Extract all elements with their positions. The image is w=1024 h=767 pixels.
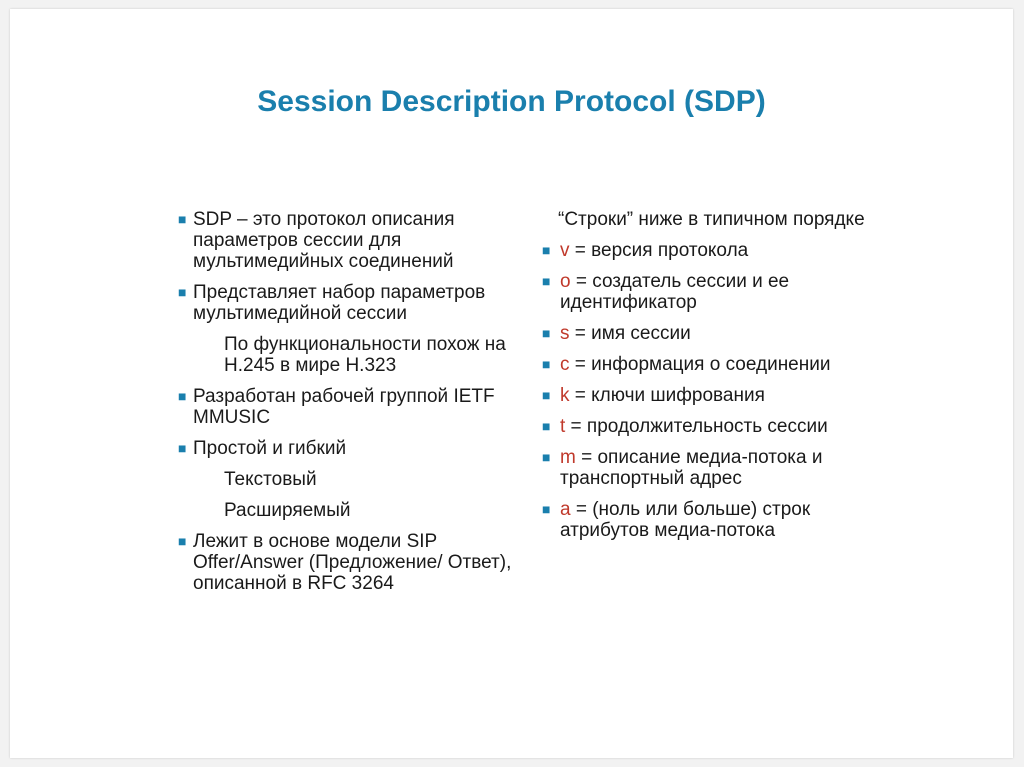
square-bullet-icon: ■ xyxy=(542,242,551,258)
list-item xyxy=(173,282,518,324)
square-bullet-icon: ■ xyxy=(542,387,551,403)
square-bullet-icon: ■ xyxy=(542,501,551,517)
sdp-line-letter: m xyxy=(560,447,576,468)
sdp-line-letter: o xyxy=(560,271,571,292)
sdp-line-text: = ключи шифрования xyxy=(569,385,765,406)
sdp-line-item xyxy=(528,499,883,541)
square-bullet-icon: ■ xyxy=(542,356,551,372)
sdp-line-text: = продолжительность сессии xyxy=(565,416,828,437)
sdp-line-item xyxy=(528,385,883,406)
sdp-line-letter: a xyxy=(560,499,571,520)
list-item-text: SDP – это протокол описания параметров сессии для мультимедийных соединений xyxy=(193,209,455,272)
right-column-lead: “Строки” ниже в типичном порядке xyxy=(558,209,865,230)
square-bullet-icon: ■ xyxy=(178,284,187,300)
sdp-line-letter: c xyxy=(560,354,570,375)
sdp-line-item xyxy=(528,354,883,375)
sdp-line-letter: v xyxy=(560,240,570,261)
sdp-line-item xyxy=(528,447,883,489)
sdp-line-text: = описание медиа-потока и транспортный адрес xyxy=(560,447,823,489)
sub-item-text: По функциональности похож на H.245 в мире H.323 xyxy=(224,334,506,376)
list-item-text: Простой и гибкий xyxy=(193,438,347,459)
right-column xyxy=(528,209,883,551)
sdp-line-letter: s xyxy=(560,323,570,344)
sub-item-text: Текстовый xyxy=(224,469,317,490)
sdp-line-item xyxy=(528,323,883,344)
left-bullet-list xyxy=(173,209,518,594)
square-bullet-icon: ■ xyxy=(542,418,551,434)
square-bullet-icon: ■ xyxy=(542,449,551,465)
list-item xyxy=(173,438,518,459)
square-bullet-icon: ■ xyxy=(178,533,187,549)
list-item-text: Разработан рабочей группой IETF MMUSIC xyxy=(193,386,495,428)
list-item xyxy=(173,531,518,594)
sdp-line-text: = (ноль или больше) строк атрибутов медиа-потока xyxy=(560,499,811,541)
sub-list-item xyxy=(173,500,518,521)
sub-list-item xyxy=(173,469,518,490)
sub-list-item xyxy=(173,334,518,376)
left-column xyxy=(173,209,518,604)
sdp-line-text: = имя сессии xyxy=(569,323,691,344)
sdp-line-letter: k xyxy=(560,385,570,406)
list-item xyxy=(173,386,518,428)
square-bullet-icon: ■ xyxy=(178,211,187,227)
square-bullet-icon: ■ xyxy=(178,440,187,456)
sdp-line-letter: t xyxy=(560,416,566,437)
slide-title: Session Description Protocol (SDP) xyxy=(257,85,766,118)
list-item-text: Лежит в основе модели SIP Offer/Answer (Предложение/ Ответ), описанной в RFC 3264 xyxy=(193,531,512,594)
square-bullet-icon: ■ xyxy=(542,273,551,289)
sdp-line-item xyxy=(528,416,883,437)
list-item-text: Представляет набор параметров мультимедийной сессии xyxy=(193,282,486,324)
sdp-line-text: = информация о соединении xyxy=(569,354,831,375)
sub-item-text: Расширяемый xyxy=(224,500,351,521)
sdp-line-text: = создатель сессии и ее идентификатор xyxy=(560,271,790,313)
sdp-line-text: = версия протокола xyxy=(569,240,749,261)
square-bullet-icon: ■ xyxy=(178,388,187,404)
sdp-line-item xyxy=(528,240,883,261)
slide xyxy=(10,9,1013,758)
list-item xyxy=(173,209,518,272)
sdp-line-item xyxy=(528,271,883,313)
square-bullet-icon: ■ xyxy=(542,325,551,341)
sdp-lines-list xyxy=(528,240,883,541)
